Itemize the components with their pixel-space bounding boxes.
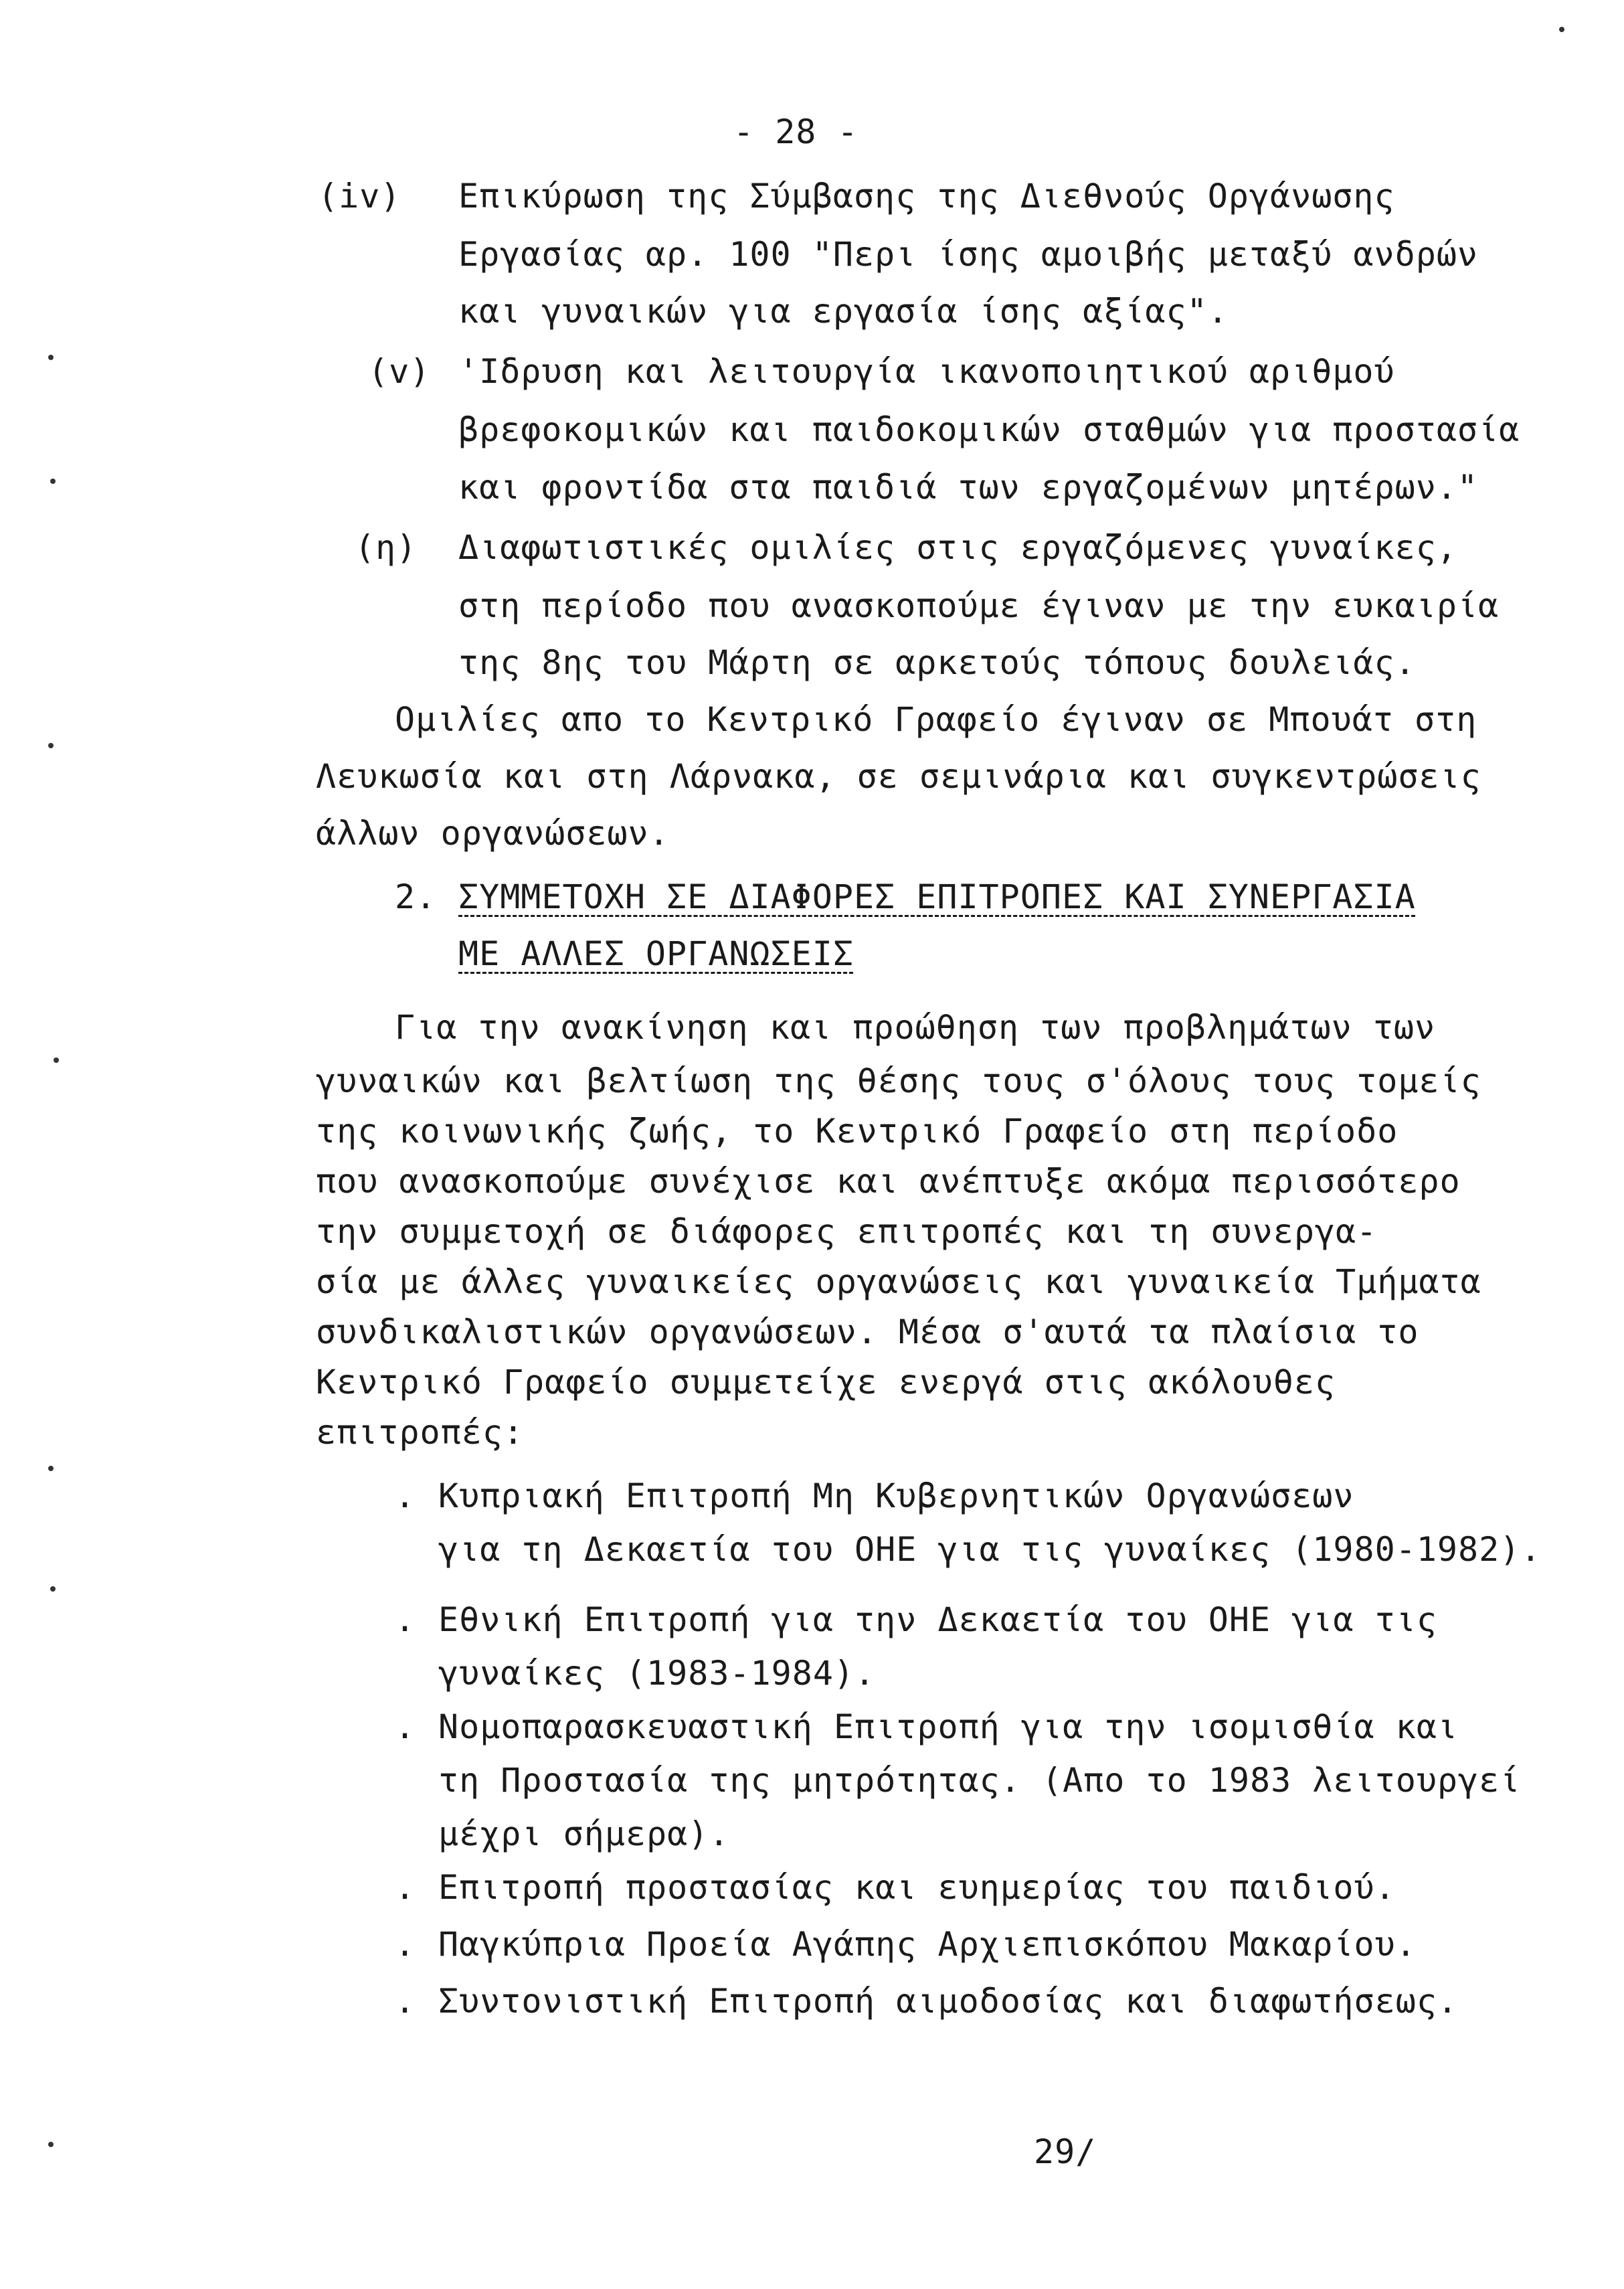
para2-line-8: Κεντρικό Γραφείο συμμετείχε ενεργά στις ακόλουθες [316, 1363, 1336, 1402]
para2-line-7: συνδικαλιστικών οργανώσεων. Μέσα σ'αυτά τα πλαίσια το [316, 1312, 1419, 1351]
bullet-marker: . [395, 1600, 416, 1639]
bullet-1-line-2: για τη Δεκαετία του ΟΗΕ για τις γυναίκες (1980-1982). [438, 1530, 1542, 1569]
item-eta-line-1: Διαφωτιστικές ομιλίες στις εργαζόμενες γυναίκες, [458, 528, 1457, 567]
item-v-line-2: βρεφοκομικών και παιδοκομικών σταθμών για προστασία [458, 410, 1520, 449]
bullet-1-line-1: Κυπριακή Επιτροπή Μη Κυβερνητικών Οργανώσεων [438, 1476, 1354, 1515]
bullet-3-line-3: μέχρι σήμερα). [438, 1814, 730, 1853]
item-label-v: (v) [368, 352, 431, 391]
bullet-marker: . [395, 1707, 416, 1746]
para2-line-3: της κοινωνικής ζωής, το Κεντρικό Γραφείο στη περίοδο [316, 1112, 1399, 1151]
scan-speck [50, 1586, 56, 1592]
item-iv-line-1: Επικύρωση της Σύμβασης της Διεθνούς Οργάνωσης [458, 177, 1395, 216]
bullet-3-line-2: τη Προστασία της μητρότητας. (Απο το 1983 λειτουργεί [438, 1761, 1521, 1800]
item-label-iv: (iv) [318, 177, 401, 216]
section-title-line-1: ΣΥΜΜΕΤΟΧΗ ΣΕ ΔΙΑΦΟΡΕΣ ΕΠΙΤΡΟΠΕΣ ΚΑΙ ΣΥΝΕΡΓΑΣΙΑ [458, 877, 1416, 916]
item-v-line-3: και φροντίδα στα παιδιά των εργαζομένων μητέρων." [458, 468, 1479, 507]
bullet-5-line-1: Παγκύπρια Προεία Αγάπης Αρχιεπισκόπου Μακαρίου. [438, 1925, 1417, 1964]
para2-line-5: την συμμετοχή σε διάφορες επιτροπές και τη συνεργα- [316, 1212, 1378, 1251]
bullet-2-line-2: γυναίκες (1983-1984). [438, 1654, 876, 1693]
scan-speck [50, 479, 56, 484]
para1-line-2: Λευκωσία και στη Λάρνακα, σε σεμινάρια και συγκεντρώσεις [316, 757, 1481, 796]
scan-speck [48, 743, 54, 748]
scan-speck [48, 1466, 54, 1471]
scan-speck [1559, 27, 1564, 32]
bullet-marker: . [395, 1476, 416, 1515]
para2-line-2: γυναικών και βελτίωση της θέσης τους σ'όλους τους τομείς [316, 1062, 1481, 1100]
bullet-marker: . [395, 1982, 416, 2021]
bullet-marker: . [395, 1925, 416, 1964]
scan-speck [48, 355, 54, 360]
bullet-2-line-1: Εθνική Επιτροπή για την Δεκαετία του ΟΗΕ για τις [438, 1600, 1437, 1639]
item-label-eta: (η) [355, 528, 418, 567]
item-iv-line-2: Εργασίας αρ. 100 "Περι ίσης αμοιβής μεταξύ ανδρών [458, 235, 1479, 274]
para1-line-1: Ομιλίες απο το Κεντρικό Γραφείο έγιναν σε Μπουάτ στη [395, 700, 1477, 739]
item-iv-line-3: και γυναικών για εργασία ίσης αξίας". [458, 292, 1229, 331]
page-number: - 28 - [733, 112, 859, 151]
scan-speck [54, 1057, 59, 1063]
para2-line-9: επιτροπές: [316, 1413, 525, 1452]
item-v-line-1: 'Ιδρυση και λειτουργία ικανοποιητικού αριθμού [458, 352, 1395, 391]
section-title-line-2: ΜΕ ΑΛΛΕΣ ΟΡΓΑΝΩΣΕΙΣ [458, 934, 854, 973]
bullet-marker: . [395, 1868, 416, 1907]
para1-line-3: άλλων οργανώσεων. [316, 814, 670, 853]
item-eta-line-3: της 8ης του Μάρτη σε αρκετούς τόπους δουλειάς. [458, 643, 1416, 682]
continuation-marker: 29/ [1034, 2132, 1097, 2171]
bullet-3-line-1: Νομοπαρασκευαστική Επιτροπή για την ισομισθία και [438, 1707, 1459, 1746]
bullet-4-line-1: Επιτροπή προστασίας και ευημερίας του παιδιού. [438, 1868, 1396, 1907]
para2-line-4: που ανασκοπούμε συνέχισε και ανέπτυξε ακόμα περισσότερο [316, 1162, 1461, 1201]
bullet-6-line-1: Συντονιστική Επιτροπή αιμοδοσίας και διαφωτήσεως. [438, 1982, 1459, 2021]
scan-speck [48, 2142, 54, 2147]
section-number: 2. [395, 877, 437, 916]
para2-line-1: Για την ανακίνηση και προώθηση των προβλημάτων των [395, 1008, 1436, 1047]
item-eta-line-2: στη περίοδο που ανασκοπούμε έγιναν με την ευκαιρία [458, 586, 1500, 625]
para2-line-6: σία με άλλες γυναικείες οργανώσεις και γυναικεία Τμήματα [316, 1262, 1481, 1301]
